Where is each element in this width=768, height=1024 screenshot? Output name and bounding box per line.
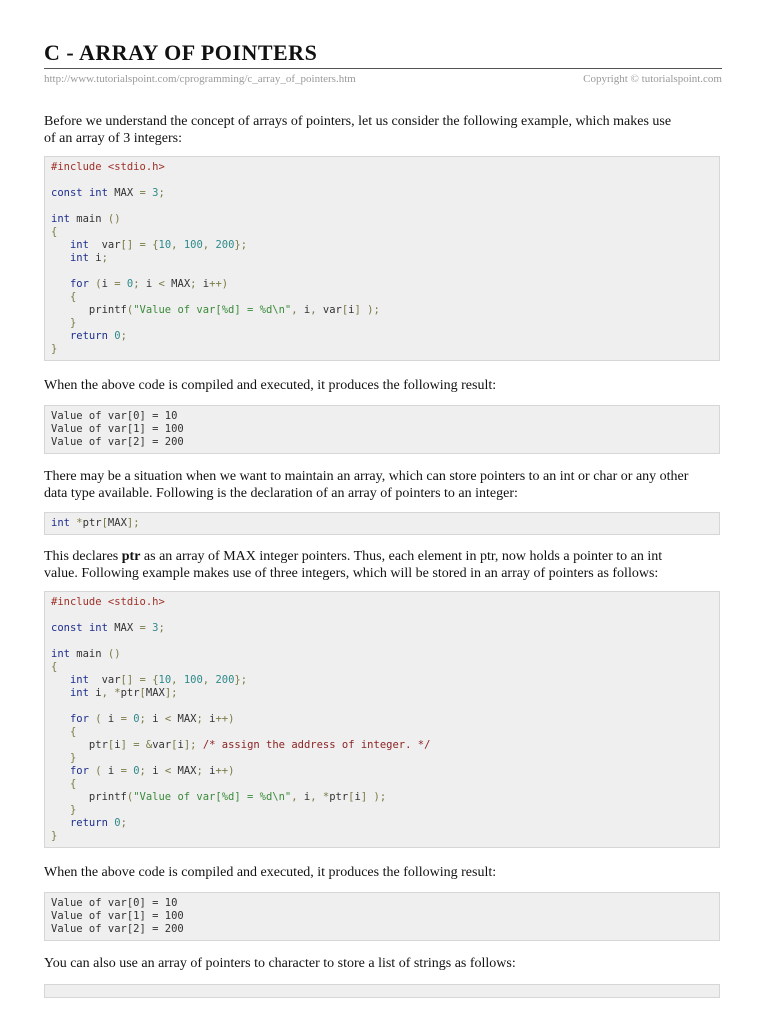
code3-line: return 0; bbox=[69, 817, 127, 829]
intro-line-2: of an array of 3 integers: bbox=[44, 131, 182, 146]
code1-line: #include <stdio.h> bbox=[51, 161, 165, 173]
code3-line: for ( i = 0; i < MAX; i++) bbox=[69, 713, 235, 725]
output-block-2 bbox=[44, 892, 720, 941]
declares-text-pre: This declares bbox=[44, 549, 122, 564]
code-block-strings-partial bbox=[44, 984, 720, 998]
code3-line: { bbox=[51, 661, 58, 673]
intro-paragraph bbox=[44, 113, 722, 147]
code1-line: for (i = 0; i < MAX; i++) bbox=[69, 278, 229, 290]
page-title: C - ARRAY OF POINTERS bbox=[44, 40, 318, 65]
code-block-array-example bbox=[44, 156, 720, 361]
pointer-array-paragraph bbox=[44, 468, 722, 502]
output1-line: Value of var[2] = 200 bbox=[51, 436, 184, 448]
code1-line: int var[] = {10, 100, 200}; bbox=[69, 239, 248, 251]
output-block-1 bbox=[44, 405, 720, 454]
code3-line bbox=[51, 635, 719, 648]
code-block-declaration bbox=[44, 512, 720, 535]
title-rule bbox=[44, 68, 722, 69]
intro-line-1: Before we understand the concept of arrays of pointers, let us consider the following example, which makes use bbox=[44, 114, 672, 129]
code1-line: return 0; bbox=[69, 330, 127, 342]
copyright-notice: Copyright © tutorialspoint.com bbox=[583, 73, 722, 85]
output1-line: Value of var[0] = 10 bbox=[51, 410, 178, 422]
code1-line: } bbox=[69, 317, 77, 329]
declares-paragraph bbox=[44, 548, 722, 582]
code-block-pointer-example bbox=[44, 591, 720, 848]
code1-line: { bbox=[69, 291, 77, 303]
code1-line: int i; bbox=[69, 252, 108, 264]
code3-line: { bbox=[69, 726, 77, 738]
result-paragraph-2: When the above code is compiled and executed, it produces the following result: bbox=[44, 865, 497, 880]
code3-line: const int MAX = 3; bbox=[51, 622, 165, 634]
code1-line: printf("Value of var[%d] = %d\n", i, var[i] ); bbox=[51, 304, 380, 316]
code3-line: { bbox=[69, 778, 77, 790]
code1-line bbox=[51, 265, 719, 278]
code3-line bbox=[51, 609, 719, 622]
source-url: http://www.tutorialspoint.com/cprogramming/c_array_of_pointers.htm bbox=[44, 73, 356, 85]
code3-line: int main () bbox=[51, 648, 121, 660]
ptr-keyword: ptr bbox=[121, 549, 141, 564]
code3-line: } bbox=[51, 830, 58, 842]
code1-line bbox=[51, 174, 719, 187]
output1-line: Value of var[1] = 100 bbox=[51, 423, 184, 435]
code3-line: } bbox=[69, 804, 77, 816]
code3-line: for ( i = 0; i < MAX; i++) bbox=[69, 765, 235, 777]
output2-line: Value of var[1] = 100 bbox=[51, 910, 184, 922]
code2-line: int *ptr[MAX]; bbox=[51, 517, 140, 529]
code3-line: int var[] = {10, 100, 200}; bbox=[69, 674, 248, 686]
code3-line: printf("Value of var[%d] = %d\n", i, *ptr[i] ); bbox=[51, 791, 387, 803]
code3-line: } bbox=[69, 752, 77, 764]
pointer-array-line-1: There may be a situation when we want to maintain an array, which can store pointers to an int or char or any other bbox=[44, 469, 689, 484]
code1-line: { bbox=[51, 226, 58, 238]
code3-line: int i, *ptr[MAX]; bbox=[69, 687, 178, 699]
code3-line: ptr[i] = &var[i]; /* assign the address of integer. */ bbox=[51, 739, 431, 751]
declares-line-2: value. Following example makes use of three integers, which will be stored in an array of pointers as follows: bbox=[44, 566, 659, 581]
header-meta bbox=[44, 72, 722, 86]
output2-line: Value of var[2] = 200 bbox=[51, 923, 184, 935]
pointer-array-line-2: data type available. Following is the declaration of an array of pointers to an integer: bbox=[44, 486, 518, 501]
code1-line: } bbox=[51, 343, 58, 355]
code3-line: #include <stdio.h> bbox=[51, 596, 165, 608]
output2-line: Value of var[0] = 10 bbox=[51, 897, 178, 909]
result-paragraph-1: When the above code is compiled and executed, it produces the following result: bbox=[44, 378, 497, 393]
code1-line: const int MAX = 3; bbox=[51, 187, 165, 199]
code3-line bbox=[51, 700, 719, 713]
code1-line: int main () bbox=[51, 213, 121, 225]
document-page bbox=[44, 38, 722, 971]
declares-text-post: as an array of MAX integer pointers. Thus, each element in ptr, now holds a pointer to an int bbox=[140, 549, 663, 564]
strings-paragraph: You can also use an array of pointers to character to store a list of strings as follows: bbox=[44, 956, 516, 971]
code1-line bbox=[51, 200, 719, 213]
